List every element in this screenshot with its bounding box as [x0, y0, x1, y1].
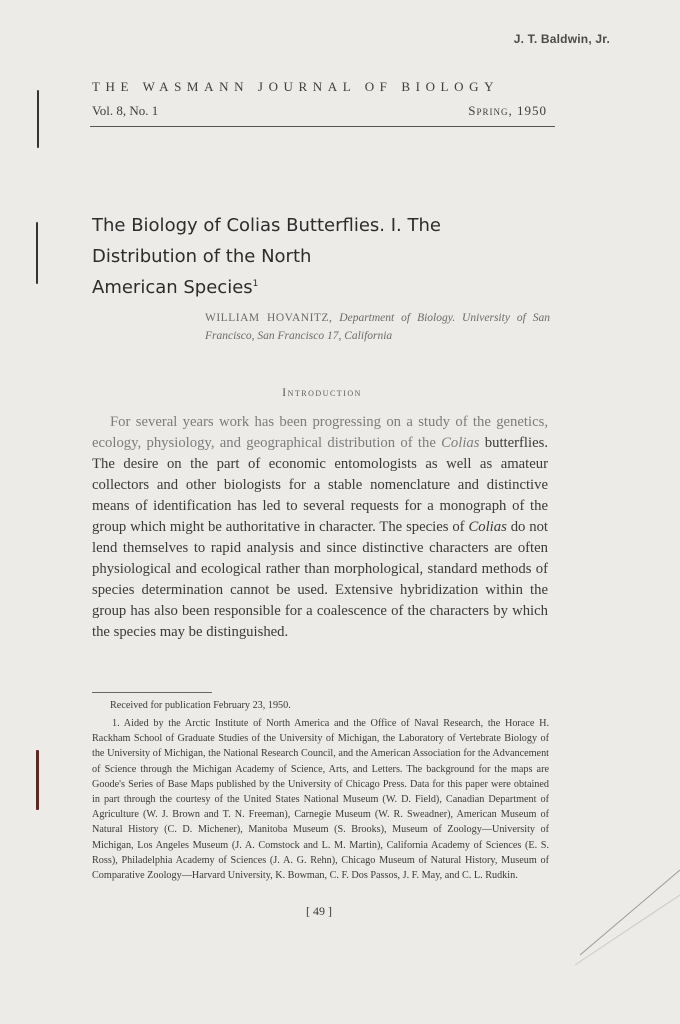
issue-line — [92, 103, 547, 119]
owner-stamp: J. T. Baldwin, Jr. — [513, 32, 610, 46]
title-line-3 — [92, 272, 492, 303]
journal-name: THE WASMANN JOURNAL OF BIOLOGY — [92, 79, 500, 94]
title-footnote-mark: 1 — [252, 279, 259, 289]
author-affiliation: Department of Biology. University of San Francisco, San Francisco 17, California — [205, 312, 551, 342]
header-rule — [90, 126, 555, 127]
page-number: [ 49 ] — [306, 904, 332, 918]
binding-mark-top — [37, 90, 39, 148]
volume-number: Vol. 8, No. 1 — [92, 103, 159, 118]
intro-text-end: do not lend themselves to rapid analysis and since distinctive characters are often physiological and ecological rather than morphological, standard methods of species determination cannot be used. Extensive hybridization within the group has also been responsible for a coalescence of the characters by which the species may be distinguished. — [92, 519, 549, 640]
binding-mark-middle — [36, 222, 38, 284]
genus-name-2: Colias — [468, 519, 507, 535]
intro-text-faint: For several years work has been progressing on a study of the genetics, ecology, physiology, and geographical distribution of the — [92, 414, 548, 451]
intro-paragraph — [92, 412, 548, 643]
intro-text-main: butterflies. The desire on the part of economic entomologists as well as amateur collectors and other biologists for a stable nomenclature and distinctive means of identification has led to several requests for a monograph of the group which might be authoritative in character. The species of — [92, 435, 548, 535]
footnote-rule — [92, 692, 212, 693]
binding-mark-bottom — [36, 750, 39, 810]
genus-name: Colias — [441, 435, 480, 451]
author-name: WILLIAM HOVANITZ, — [205, 312, 333, 324]
author-block — [205, 309, 550, 345]
received-date: Received for publication February 23, 1950. — [110, 700, 291, 711]
issue-season: Spring, 1950 — [468, 103, 547, 118]
footnote-1: 1. Aided by the Arctic Institute of North America and the Office of Naval Research, the Horace H. Rackham School of Graduate Studies of the University of Michigan, the Laboratory of Vertebrate Biology of the University of Michigan, the National Research Council, and the American Association for the Advancement of Science through the Michigan Academy of Science, Arts, and Letters. The background for the maps are Goode's Series of Base Maps published by the University of Chicago Press. Data for this paper were obtained in part through the courtesy of the United States National Museum (W. D. Field), Canadian Department of Agriculture (W. J. Brown and T. N. Freeman), Carnegie Museum (W. R. Sweadner), American Museum of Natural History (C. D. Michener), Manitoba Museum (S. Brooks), Museum of Zoology—University of Michigan, Los Angeles Museum (J. A. Comstock and L. M. Martin), California Academy of Sciences (E. S. Ross), Philadelphia Academy of Sciences (J. A. G. Rehn), Chicago Museum of Natural History, Museum of Comparative Zoology—Harvard University, K. Bowman, C. F. Dos Passos, J. F. May, and C. L. Rudkin. — [92, 718, 549, 882]
title-line-1: The Biology of Colias Butterflies. I. The — [92, 215, 441, 236]
article-title — [92, 210, 492, 303]
title-line-2: Distribution of the North — [92, 246, 312, 267]
section-heading: Introduction — [282, 385, 362, 399]
title-line-3-text: American Species — [92, 277, 253, 298]
